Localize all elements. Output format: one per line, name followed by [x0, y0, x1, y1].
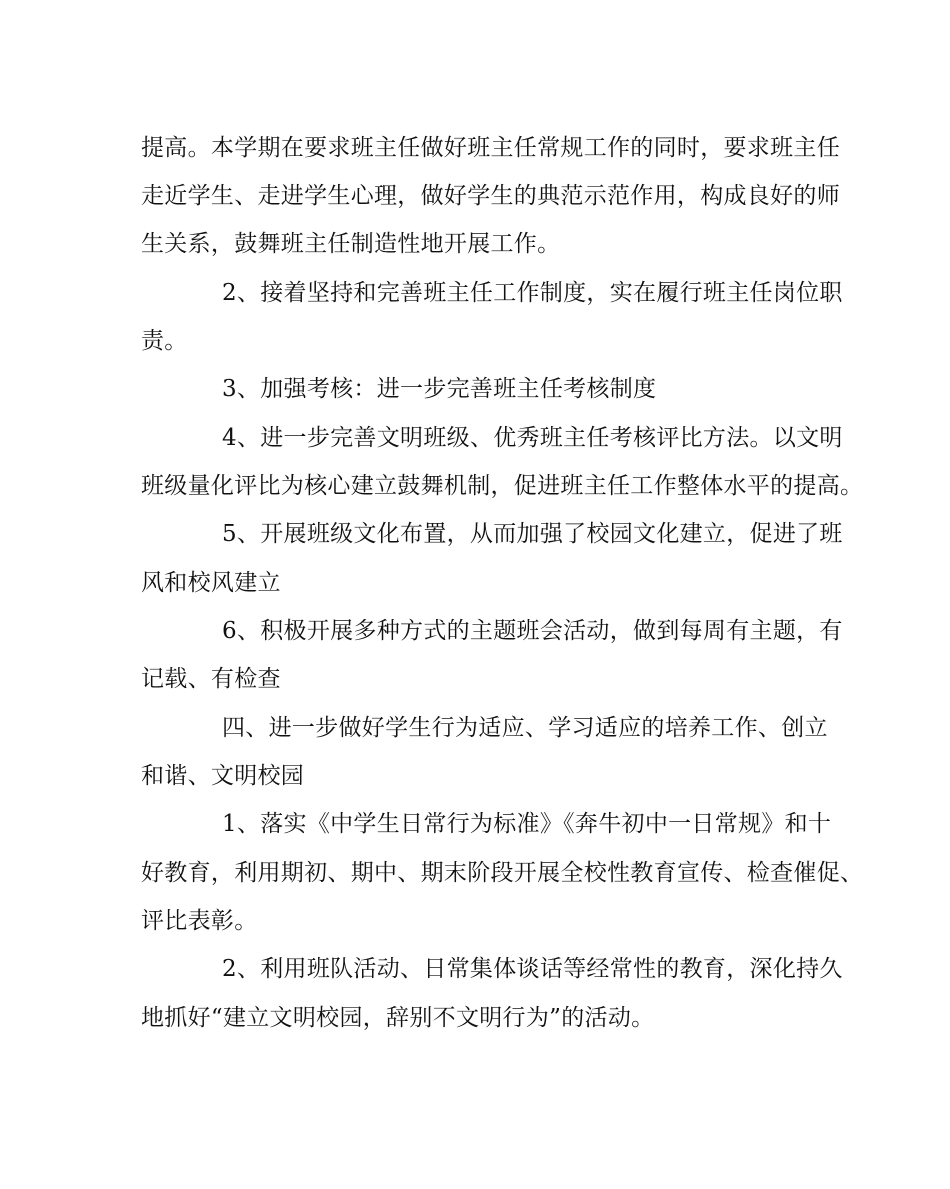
text-line: 记载、有检查 — [141, 666, 281, 692]
paragraph-item-5: 5、开展班级文化布置，从而加强了校园文化建立，促进了班 — [222, 521, 843, 547]
text-line: 地抓好“建立文明校园，辞别不文明行为”的活动。 — [141, 1005, 655, 1031]
section-heading-4: 四、进一步做好学生行为适应、学习适应的培养工作、创立 — [222, 715, 828, 741]
text-line: 走近学生、走进学生心理，做好学生的典范示范作用，构成良好的师 — [141, 183, 840, 209]
text-line: 班级量化评比为核心建立鼓舞机制，促进班主任工作整体水平的提高。 — [141, 473, 864, 499]
text-line: 风和校风建立 — [141, 570, 281, 596]
text-line: 责。 — [141, 328, 188, 354]
paragraph-item-4: 4、进一步完善文明班级、优秀班主任考核评比方法。以文明 — [222, 425, 843, 451]
paragraph-item-6: 6、积极开展多种方式的主题班会活动，做到每周有主题，有 — [222, 618, 843, 644]
text-line: 生关系，鼓舞班主任制造性地开展工作。 — [141, 231, 561, 257]
text-line: 评比表彰。 — [141, 908, 258, 934]
paragraph-item-2: 2、接着坚持和完善班主任工作制度，实在履行班主任岗位职 — [222, 280, 843, 306]
paragraph-item-2b: 2、利用班队活动、日常集体谈话等经常性的教育，深化持久 — [222, 956, 843, 982]
paragraph-item-1: 1、落实《中学生日常行为标准》《奔牛初中一日常规》和十 — [222, 811, 832, 837]
text-line: 和谐、文明校园 — [141, 763, 305, 789]
text-line: 提高。本学期在要求班主任做好班主任常规工作的同时，要求班主任 — [141, 135, 840, 161]
paragraph-item-3: 3、加强考核：进一步完善班主任考核制度 — [222, 376, 657, 402]
text-line: 好教育，利用期初、期中、期末阶段开展全校性教育宣传、检查催促、 — [141, 860, 864, 886]
